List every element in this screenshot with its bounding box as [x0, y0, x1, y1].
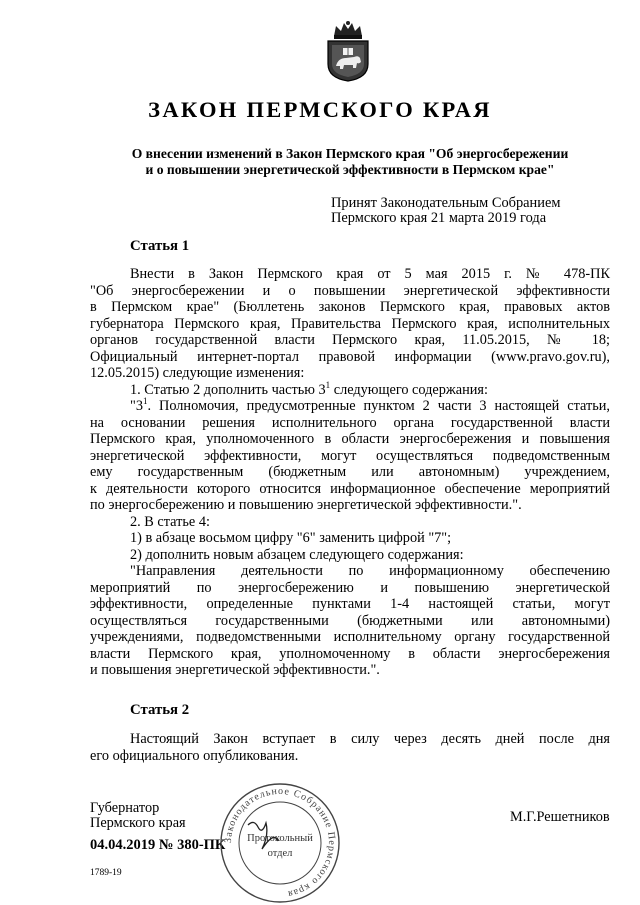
article-1-body [90, 266, 610, 679]
quote-text: . Полномочия, предусмотренные пунктом 2 части 3 настоящей статьи, [147, 398, 610, 414]
quote-line: к деятельности которого относится информационное обеспечение мероприятий [90, 480, 610, 497]
body-line: Внести в Закон Пермского края от 5 мая 2015 г. № 478-ПК [130, 266, 610, 282]
new-para-line: осуществляться государственными (бюджетными или автономными) [90, 612, 610, 629]
adoption-line: Принят Законодательным Собранием [331, 195, 561, 211]
stamp-ring-text: Законодательное Собрание Пермского края [222, 785, 338, 900]
body-line: его официального опубликования. [90, 747, 299, 764]
stamp-inner-text: отдел [267, 848, 293, 859]
item-text: следующего содержания: [330, 381, 488, 398]
amendment-item-1 [90, 379, 610, 399]
subtitle-line: О внесении изменений в Закон Пермского края "Об энергосбережении [131, 146, 569, 161]
new-para-line: власти Пермского края, уполномоченному в области энергосбережения [90, 645, 610, 662]
official-stamp [218, 781, 342, 905]
registration-number: 1789-19 [90, 868, 122, 878]
quote-line: по энергосбережению и повышению энергетической эффективности.". [90, 497, 522, 513]
new-para-line: и повышения энергетической эффективности.". [90, 662, 380, 678]
signatory-name: М.Г.Решетников [510, 809, 610, 825]
quote-line: на основании решения исполнительного органа государственной власти [90, 414, 610, 431]
adoption-line: Пермского края 21 марта 2019 года [331, 210, 547, 226]
superscript: 1 [325, 379, 331, 390]
superscript: 1 [143, 396, 148, 407]
position-line: Пермского края [90, 815, 186, 831]
adoption-note [331, 196, 560, 226]
body-line: Настоящий Закон вступает в силу через десять дней после дня [130, 731, 610, 747]
stamp-inner-text: Протокольный [247, 833, 313, 844]
article-1-heading: Статья 1 [130, 238, 190, 254]
body-line: "Об энергосбережении и о повышении энергетической эффективности [90, 282, 610, 299]
body-line: органов государственной власти Пермского края, 11.05.2015, № 18; [90, 332, 610, 348]
quote-line: Пермского края, уполномоченного в области энергосбережения и повышения [90, 431, 610, 447]
quote-text: "3 [130, 398, 143, 414]
body-line: 12.05.2015) следующие изменения: [90, 365, 305, 381]
amendment-subitem-1: 1) в абзаце восьмом цифру "6" заменить цифрой "7"; [130, 530, 452, 546]
body-line: в Пермском крае" (Бюллетень законов Пермского края, правовых актов [90, 299, 610, 315]
quote-line: энергетической эффективности, могут осуществляться подведомственным [90, 447, 610, 464]
quote-first-line [90, 398, 610, 415]
new-para-line: учреждениями, подведомственными исполнительному органу государственной [90, 629, 610, 645]
amendment-item-2: 2. В статье 4: [130, 513, 210, 530]
body-line: губернатора Пермского края, Правительства Пермского края, исполнительных [90, 315, 610, 332]
document-subtitle [90, 146, 610, 178]
body-line: Официальный интернет-портал правовой информации (www.pravo.gov.ru), [90, 348, 610, 365]
quote-line: ему государственным (бюджетным или автономным) учреждением, [90, 464, 610, 480]
new-para-line: эффективности, определенные пунктами 1-4 настоящей статьи, могут [90, 596, 610, 612]
position-line: Губернатор [90, 800, 160, 816]
signatory-position [90, 801, 186, 831]
perm-krai-coat-of-arms-icon [324, 20, 372, 82]
article-2-heading: Статья 2 [130, 702, 190, 718]
subtitle-line: и о повышении энергетической эффективности в Пермском крае" [145, 162, 555, 177]
item-text: 1. Статью 2 дополнить частью 3 [130, 381, 326, 398]
law-date-number: 04.04.2019 № 380-ПК [90, 837, 226, 853]
article-2-body [90, 731, 610, 764]
amendment-subitem-2: 2) дополнить новым абзацем следующего содержания: [130, 546, 464, 563]
document-title: ЗАКОН ПЕРМСКОГО КРАЯ [148, 97, 492, 122]
new-para-line: мероприятий по энергосбережению и повышению энергетической [90, 579, 610, 596]
new-para-line: "Направления деятельности по информационному обеспечению [130, 563, 610, 579]
